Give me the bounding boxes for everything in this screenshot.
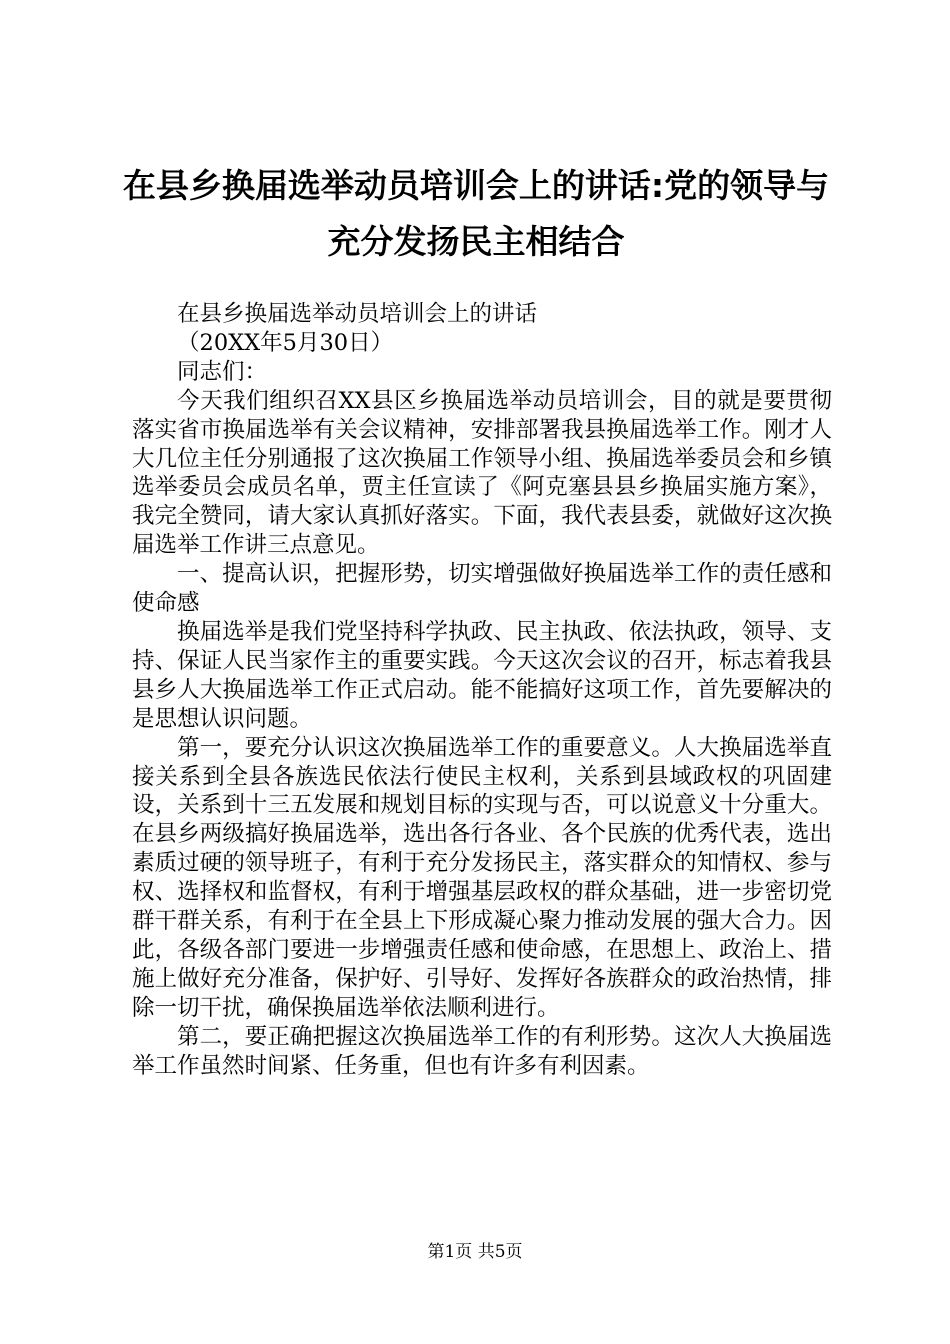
section-heading: 一、提高认识，把握形势，切实增强做好换届选举工作的责任感和使命感 (132, 561, 832, 617)
paragraph: 第一，要充分认识这次换届选举工作的重要意义。人大换届选举直接关系到全县各族选民依法行使民主权利，关系到县域政权的巩固建设，关系到十三五发展和规划目标的实现与否，可以说意义十分重大。在县乡两级搞好换届选举，选出各行各业、各个民族的优秀代表，选出素质过硬的领导班子，有利于充分发扬民主，落实群众的知情权、参与权、选择权和监督权，有利于增强基层政权的群众基础，进一步密切党群干群关系，有利于在全县上下形成凝心聚力推动发展的强大合力。因此，各级各部门要进一步增强责任感和使命感，在思想上、政治上、措施上做好充分准备，保护好、引导好、发挥好各族群众的政治热情，排除一切干扰，确保换届选举依法顺利进行。 (132, 734, 832, 1021)
document-body (132, 300, 832, 1080)
speech-heading: 在县乡换届选举动员培训会上的讲话 (177, 301, 538, 327)
paragraph: 换届选举是我们党坚持科学执政、民主执政、依法执政，领导、支持、保证人民当家作主的重要实践。今天这次会议的召开，标志着我县县乡人大换届选举工作正式启动。能不能搞好这项工作，首先要解决的是思想认识问题。 (132, 618, 832, 732)
speech-date: （20XX年5月30日） (177, 329, 394, 356)
document-title: 在县乡换届选举动员培训会上的讲话:党的领导与充分发扬民主相结合 (122, 166, 830, 261)
paragraph: 今天我们组织召XX县区乡换届选举动员培训会，目的就是要贯彻落实省市换届选举有关会议精神，安排部署我县换届选举工作。刚才人大几位主任分别通报了这次换届工作领导小组、换届选举委员会和乡镇选举委员会成员名单，贾主任宣读了《阿克塞县县乡换届实施方案》，我完全赞同，请大家认真抓好落实。下面，我代表县委，就做好这次换届选举工作讲三点意见。 (132, 387, 832, 559)
paragraph: 第二，要正确把握这次换届选举工作的有利形势。这次人大换届选举工作虽然时间紧、任务重，但也有许多有利因素。 (132, 1023, 832, 1079)
page-number-footer: 第1页 共5页 (427, 1242, 523, 1262)
salutation: 同志们： (177, 358, 268, 385)
